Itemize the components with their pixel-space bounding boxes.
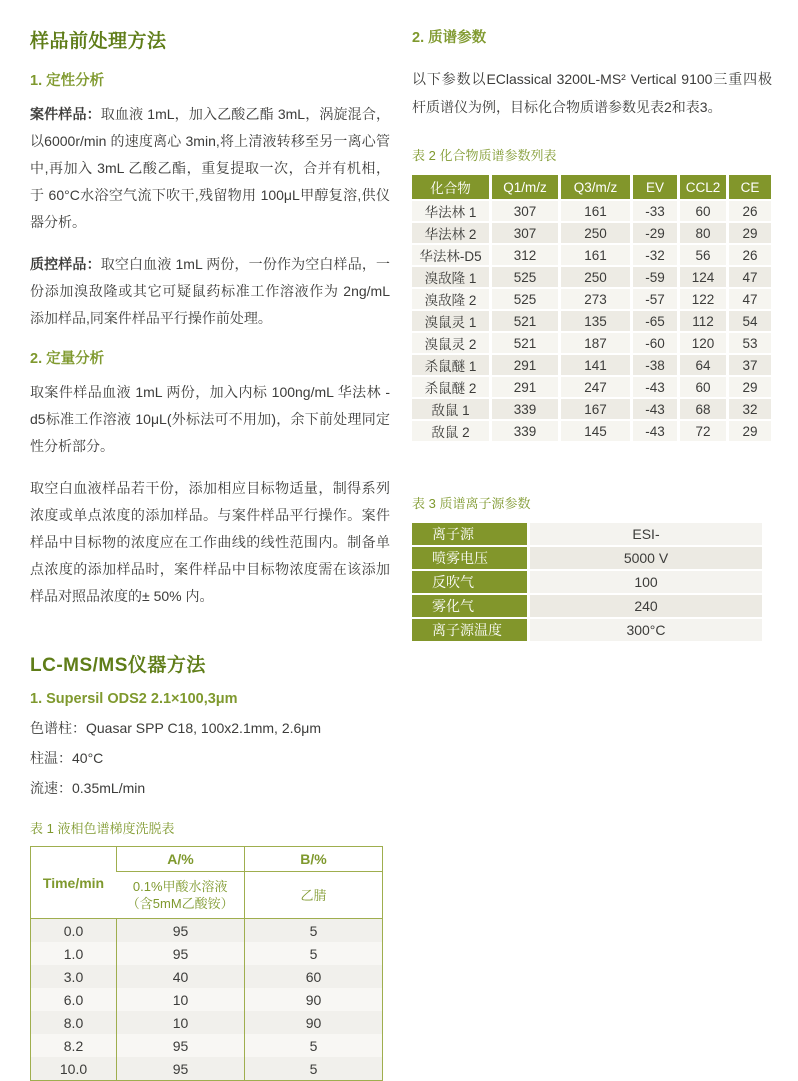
table-cell: 167 <box>561 399 630 419</box>
table-cell: 54 <box>729 311 771 331</box>
table-cell: 339 <box>492 421 558 441</box>
table-row <box>412 399 771 419</box>
table-cell: 100 <box>530 571 762 593</box>
table-cell: -43 <box>633 421 677 441</box>
table2-header-ccl2: CCL2 <box>680 175 726 199</box>
paragraph-ms-intro: 以下参数以EClassical 3200L-MS² Vertical 9100三重四极杆质谱仪为例，目标化合物质谱参数见表2和表3。 <box>412 71 772 115</box>
table-cell: 敌鼠 2 <box>412 421 489 441</box>
table-cell: 135 <box>561 311 630 331</box>
table-cell: -43 <box>633 399 677 419</box>
spec-label: 柱温： <box>30 750 72 766</box>
table-cell: 339 <box>492 399 558 419</box>
paragraph-label: 案件样品： <box>30 106 101 122</box>
table-cell: -43 <box>633 377 677 397</box>
table-cell: -57 <box>633 289 677 309</box>
table-cell: 250 <box>561 223 630 243</box>
table3-body <box>412 523 762 641</box>
table-cell: -33 <box>633 201 677 221</box>
spec-value: 40°C <box>72 750 104 766</box>
table-cell: 521 <box>492 311 558 331</box>
table-cell: 8.2 <box>31 1034 117 1057</box>
paragraph-quant-2: 取空白血液样品若干份，添加相应目标物适量，制得系列浓度或单点浓度的添加样品。与案件样品平行操作。案件样品中目标物的浓度应在工作曲线的线性范围内。制备单点浓度的添加样品时，案件样品中目标物浓度需在该添加样品对照品浓度的± 50% 内。 <box>30 480 390 604</box>
table-row <box>31 988 383 1011</box>
table-row <box>412 377 771 397</box>
table-row <box>31 1011 383 1034</box>
table-row <box>412 289 771 309</box>
table-cell: 5 <box>245 942 383 965</box>
table-cell: 10 <box>117 988 245 1011</box>
table2-header-q3: Q3/m/z <box>561 175 630 199</box>
subheading-ms-params: 2. 质谱参数 <box>412 30 487 46</box>
table-cell: 525 <box>492 289 558 309</box>
table-row <box>412 223 771 243</box>
table-cell: -38 <box>633 355 677 375</box>
table-cell: 145 <box>561 421 630 441</box>
table1-header <box>31 847 383 919</box>
table-cell: 60 <box>245 965 383 988</box>
table-row <box>412 421 771 441</box>
table-cell: 5 <box>245 1057 383 1081</box>
table-cell: 60 <box>680 377 726 397</box>
table-cell: 0.0 <box>31 919 117 943</box>
table-cell: 64 <box>680 355 726 375</box>
table-cell: 72 <box>680 421 726 441</box>
table-cell: 80 <box>680 223 726 243</box>
table-row <box>31 1034 383 1057</box>
table2-header-ce: CE <box>729 175 771 199</box>
table-cell: 离子源温度 <box>412 619 527 641</box>
table-cell: 29 <box>729 421 771 441</box>
table-cell: 247 <box>561 377 630 397</box>
section-title-sample-pretreatment: 样品前处理方法 <box>30 31 167 52</box>
table-cell: 29 <box>729 377 771 397</box>
table-row <box>412 333 771 353</box>
table-cell: 敌鼠 1 <box>412 399 489 419</box>
table2-body <box>412 201 771 441</box>
table-cell: 3.0 <box>31 965 117 988</box>
table1-header-a: A/% <box>117 847 245 872</box>
table-cell: 312 <box>492 245 558 265</box>
table-cell: 8.0 <box>31 1011 117 1034</box>
table-cell: -32 <box>633 245 677 265</box>
table-cell: 溴敌隆 2 <box>412 289 489 309</box>
table-cell: 95 <box>117 919 245 943</box>
table-row <box>412 201 771 221</box>
table2-header-compound: 化合物 <box>412 175 489 199</box>
table-cell: 240 <box>530 595 762 617</box>
table-cell: 华法林 2 <box>412 223 489 243</box>
section-title-lcms-method: LC-MS/MS仪器方法 <box>30 655 206 676</box>
table2-caption: 表 2 化合物质谱参数列表 <box>412 148 557 163</box>
table-cell: 122 <box>680 289 726 309</box>
table-cell: 141 <box>561 355 630 375</box>
table-row <box>412 571 762 593</box>
spec-label: 流速： <box>30 780 72 796</box>
table-cell: 喷雾电压 <box>412 547 527 569</box>
table-row <box>31 847 383 872</box>
table-row <box>31 1057 383 1081</box>
table-cell: 307 <box>492 223 558 243</box>
table2-header-ev: EV <box>633 175 677 199</box>
table-cell: 10.0 <box>31 1057 117 1081</box>
gradient-elution-table <box>30 846 383 1081</box>
table-cell: 161 <box>561 201 630 221</box>
table-cell: 杀鼠醚 2 <box>412 377 489 397</box>
table-cell: 40 <box>117 965 245 988</box>
table-cell: 68 <box>680 399 726 419</box>
table-cell: ESI- <box>530 523 762 545</box>
table-cell: 溴鼠灵 2 <box>412 333 489 353</box>
table-cell: 120 <box>680 333 726 353</box>
table-cell: 6.0 <box>31 988 117 1011</box>
compound-ms-params-table <box>409 173 774 443</box>
table-row <box>412 547 762 569</box>
subheading-column-spec: 1. Supersil ODS2 2.1×100,3μm <box>30 691 238 707</box>
table-cell: 124 <box>680 267 726 287</box>
subheading-quantitative-analysis: 2. 定量分析 <box>30 351 105 367</box>
table-cell: 溴鼠灵 1 <box>412 311 489 331</box>
table-cell: 161 <box>561 245 630 265</box>
table-cell: 华法林 1 <box>412 201 489 221</box>
table-cell: 525 <box>492 267 558 287</box>
table-cell: 26 <box>729 245 771 265</box>
paragraph-text: 取血液 1mL，加入乙酸乙酯 3mL，涡旋混合，以6000r/min 的速度离心 3min,将上清液转移至另一离心管中,再加入 3mL 乙酸乙酯，重复提取一次，合并有机相，于 60°C水浴空气流下吹干,残留物用 100μL甲醇复溶,供仪器分析。 <box>30 106 390 230</box>
table-cell: 112 <box>680 311 726 331</box>
table1-subheader-b: 乙腈 <box>245 872 383 919</box>
table-cell: 1.0 <box>31 942 117 965</box>
table-cell: 37 <box>729 355 771 375</box>
table-row <box>412 245 771 265</box>
table3-caption: 表 3 质谱离子源参数 <box>412 496 531 511</box>
spec-value: 0.35mL/min <box>72 780 146 796</box>
table2-header <box>412 175 771 199</box>
table-cell: 5 <box>245 1034 383 1057</box>
table-row <box>412 523 762 545</box>
table-cell: 95 <box>117 1034 245 1057</box>
table-cell: 95 <box>117 1057 245 1081</box>
table-cell: 187 <box>561 333 630 353</box>
spec-flow-rate <box>30 778 390 798</box>
subheading-qualitative-analysis: 1. 定性分析 <box>30 73 105 89</box>
table1-body <box>31 919 383 1081</box>
paragraph-quant-1: 取案件样品血液 1mL 两份，加入内标 100ng/mL 华法林 -d5标准工作溶液 10μL(外标法可不用加)，余下前处理同定性分析部分。 <box>30 384 390 454</box>
table-row <box>412 595 762 617</box>
table-cell: 291 <box>492 377 558 397</box>
spec-column <box>30 718 390 738</box>
ion-source-params-table <box>409 521 765 643</box>
table-cell: 250 <box>561 267 630 287</box>
table-row <box>412 355 771 375</box>
paragraph-qc-sample <box>30 251 390 332</box>
table-cell: -29 <box>633 223 677 243</box>
table-row <box>412 175 771 199</box>
table1-header-time: Time/min <box>42 874 105 891</box>
paragraph-case-sample <box>30 101 390 236</box>
table2-header-q1: Q1/m/z <box>492 175 558 199</box>
table-cell: 雾化气 <box>412 595 527 617</box>
table-row <box>31 942 383 965</box>
table-cell: 26 <box>729 201 771 221</box>
table-cell: 32 <box>729 399 771 419</box>
table-cell: 溴敌隆 1 <box>412 267 489 287</box>
table-cell: 华法林-D5 <box>412 245 489 265</box>
table-cell: -60 <box>633 333 677 353</box>
table-cell: 60 <box>680 201 726 221</box>
table-row <box>412 619 762 641</box>
table1-header-b: B/% <box>245 847 383 872</box>
table-cell: 反吹气 <box>412 571 527 593</box>
paragraph-label: 质控样品： <box>30 256 101 272</box>
table-cell: 273 <box>561 289 630 309</box>
table-row <box>412 267 771 287</box>
table-cell: 29 <box>729 223 771 243</box>
right-column <box>412 20 772 1081</box>
spec-column-temp <box>30 748 390 768</box>
table-cell: 47 <box>729 267 771 287</box>
table-cell: 90 <box>245 1011 383 1034</box>
table-cell: 307 <box>492 201 558 221</box>
table-cell: 杀鼠醚 1 <box>412 355 489 375</box>
table-row <box>412 311 771 331</box>
table-cell: 56 <box>680 245 726 265</box>
table-cell: 291 <box>492 355 558 375</box>
left-column <box>30 20 390 1081</box>
table-cell: 离子源 <box>412 523 527 545</box>
table-cell: -65 <box>633 311 677 331</box>
table-cell: 90 <box>245 988 383 1011</box>
table-row <box>31 919 383 943</box>
table1-caption: 表 1 液相色谱梯度洗脱表 <box>30 821 175 836</box>
table-cell: -59 <box>633 267 677 287</box>
table-cell: 5000 V <box>530 547 762 569</box>
spec-label: 色谱柱： <box>30 720 86 736</box>
table1-subheader-a: 0.1%甲酸水溶液（含5mM乙酸铵） <box>126 879 234 911</box>
paragraph-text: 取空白血液 1mL 两份，一份作为空白样品，一份添加溴敌隆或其它可疑鼠药标准工作溶液作为 2ng/mL 添加样品,同案件样品平行操作前处理。 <box>30 256 390 326</box>
table-cell: 521 <box>492 333 558 353</box>
table-cell: 300°C <box>530 619 762 641</box>
spec-value: Quasar SPP C18, 100x2.1mm, 2.6μm <box>86 720 322 736</box>
table-cell: 10 <box>117 1011 245 1034</box>
table-cell: 47 <box>729 289 771 309</box>
table-cell: 95 <box>117 942 245 965</box>
table-cell: 5 <box>245 919 383 943</box>
table-cell: 53 <box>729 333 771 353</box>
